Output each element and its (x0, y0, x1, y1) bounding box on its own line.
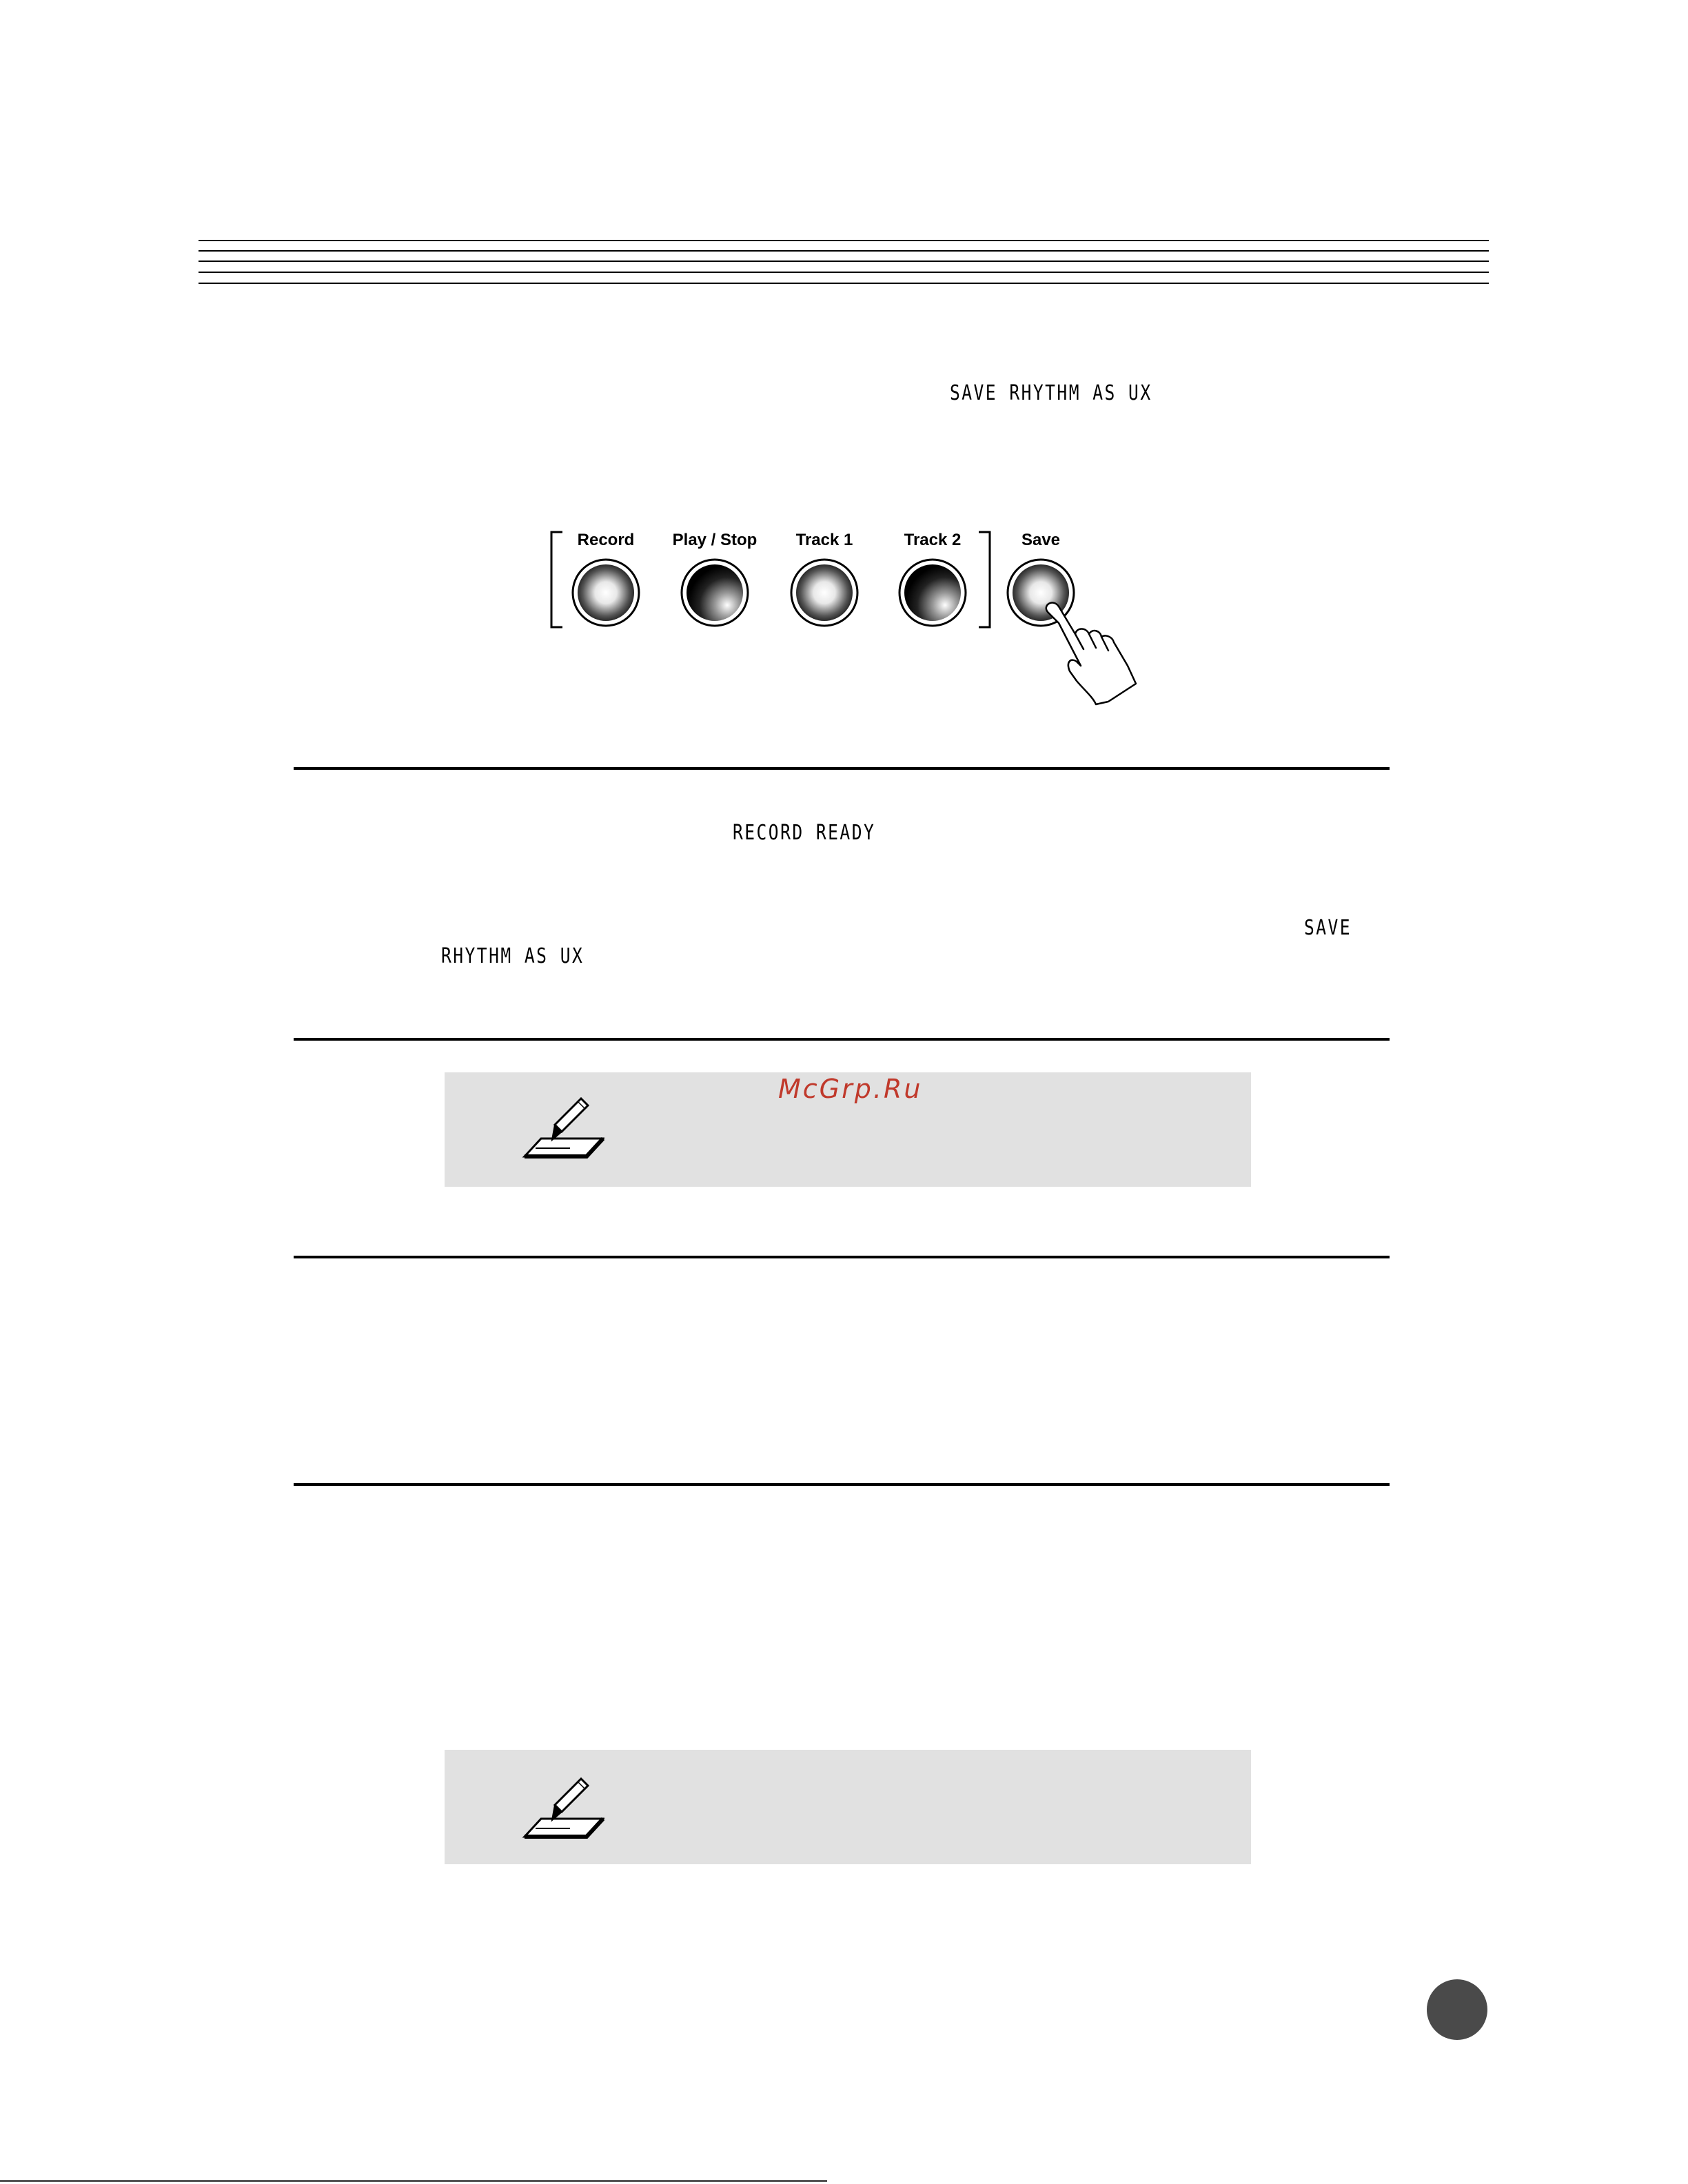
header-rule-4 (199, 272, 1489, 273)
record-button-label: Record (577, 531, 635, 549)
header-rule-2 (199, 250, 1489, 252)
play-stop-button[interactable] (682, 560, 748, 626)
lcd-save-prompt-line2: RHYTHM AS UX (441, 944, 584, 968)
note-box-1 (445, 1072, 1251, 1187)
record-button[interactable] (573, 560, 639, 626)
lcd-record-ready: RECORD READY (733, 821, 876, 845)
play-stop-button-label: Play / Stop (672, 531, 757, 549)
section-divider-1 (294, 767, 1390, 770)
pointing-hand-icon (1046, 603, 1136, 704)
header-rule-3 (199, 261, 1489, 262)
header-rule-1 (199, 240, 1489, 241)
track-2-button-label: Track 2 (904, 531, 962, 549)
pencil-note-icon (522, 1777, 604, 1842)
control-panel-drawing (545, 524, 1151, 717)
watermark-text: McGrp.Ru (778, 1074, 923, 1104)
track-2-button[interactable] (899, 560, 966, 626)
header-rule-5 (199, 283, 1489, 284)
track-1-button[interactable] (791, 560, 857, 626)
save-button-label: Save (1021, 531, 1061, 549)
section-divider-2 (294, 1038, 1390, 1041)
lcd-save-prompt: SAVE RHYTHM AS UX (950, 381, 1152, 405)
section-divider-4 (294, 1483, 1390, 1486)
control-panel (545, 524, 1151, 717)
section-divider-3 (294, 1256, 1390, 1258)
page-number-badge (1427, 1979, 1487, 2040)
track-1-button-label: Track 1 (795, 531, 853, 549)
note-box-2 (445, 1750, 1251, 1864)
lcd-save-prompt-line1: SAVE (1304, 916, 1352, 940)
bottom-edge-rule (0, 2180, 827, 2182)
pencil-note-icon (522, 1097, 604, 1162)
